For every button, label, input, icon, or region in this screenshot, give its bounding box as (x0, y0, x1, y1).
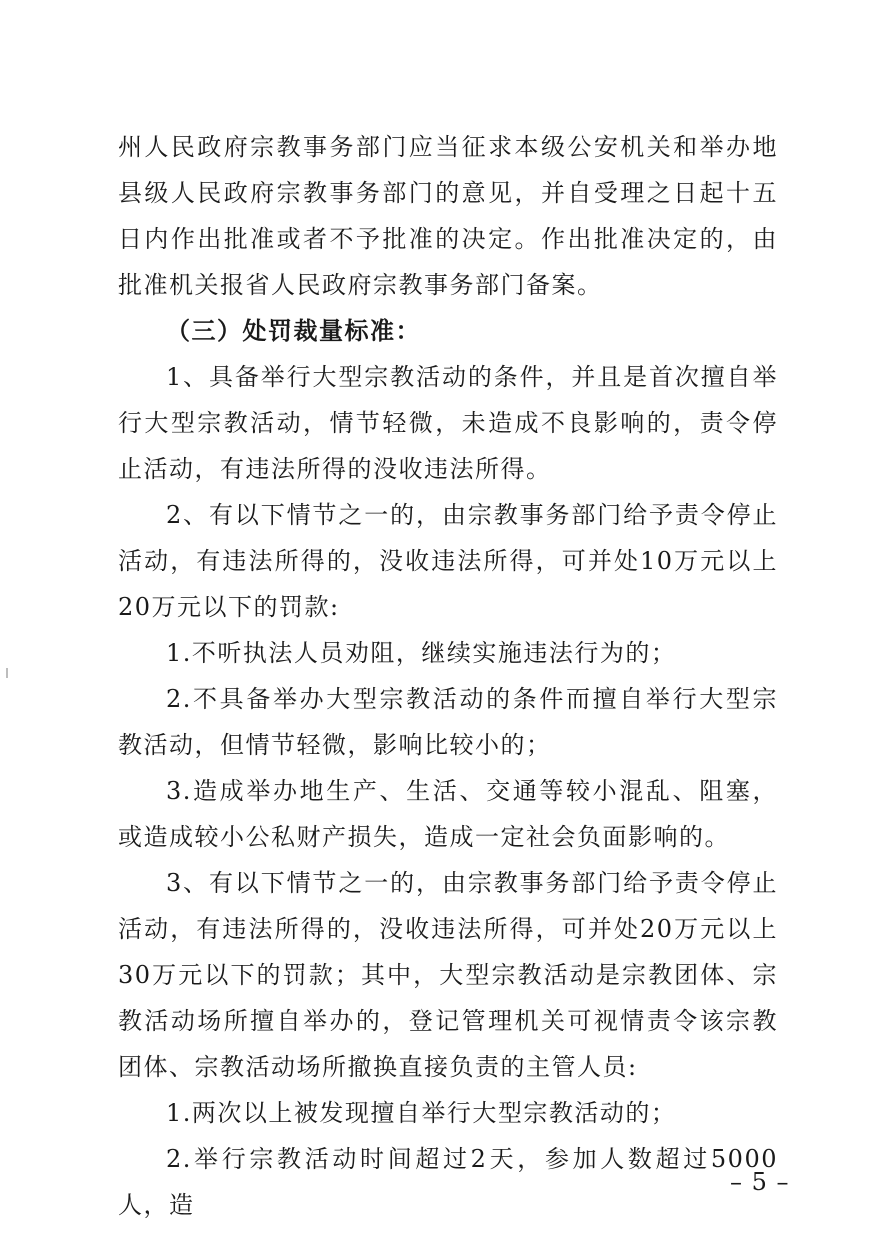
paragraph-subitem-3-1: 1.两次以上被发现擅自举行大型宗教活动的； (166, 1099, 677, 1127)
paragraph-subitem-2-2: 2.不具备举办大型宗教活动的条件而擅自举行大型宗教活动，但情节轻微，影响比较小的； (118, 685, 778, 759)
document-body (118, 124, 778, 1228)
paragraph-item-2: 2、有以下情节之一的，由宗教事务部门给予责令停止活动，有违法所得的，没收违法所得，可并处10万元以上20万元以下的罚款: (118, 501, 778, 621)
paragraph-item-1: 1、具备举行大型宗教活动的条件，并且是首次擅自举行大型宗教活动，情节轻微，未造成不良影响的，责令停止活动，有违法所得的没收违法所得。 (118, 363, 778, 483)
paragraph-subitem-2-1: 1.不听执法人员劝阻，继续实施违法行为的； (166, 639, 677, 667)
paragraph-item-3: 3、有以下情节之一的，由宗教事务部门给予责令停止活动，有违法所得的，没收违法所得，可并处20万元以上30万元以下的罚款；其中，大型宗教活动是宗教团体、宗教活动场所擅自举办的，登记管理机关可视情责令该宗教团体、宗教活动场所撤换直接负责的主管人员: (118, 869, 778, 1081)
paragraph-subitem-3-2: 2.举行宗教活动时间超过2天，参加人数超过5000人，造 (118, 1145, 778, 1219)
paragraph-continuation: 州人民政府宗教事务部门应当征求本级公安机关和举办地县级人民政府宗教事务部门的意见，并自受理之日起十五日内作出批准或者不予批准的决定。作出批准决定的，由批准机关报省人民政府宗教事务部门备案。 (118, 133, 778, 299)
paragraph-subitem-2-3: 3.造成举办地生产、生活、交通等较小混乱、阻塞，或造成较小公私财产损失，造成一定社会负面影响的。 (118, 777, 778, 851)
scan-margin-mark (6, 668, 8, 678)
page-number: – 5 – (730, 1168, 790, 1196)
section-heading-penalty-standards: （三）处罚裁量标准： (166, 316, 421, 345)
